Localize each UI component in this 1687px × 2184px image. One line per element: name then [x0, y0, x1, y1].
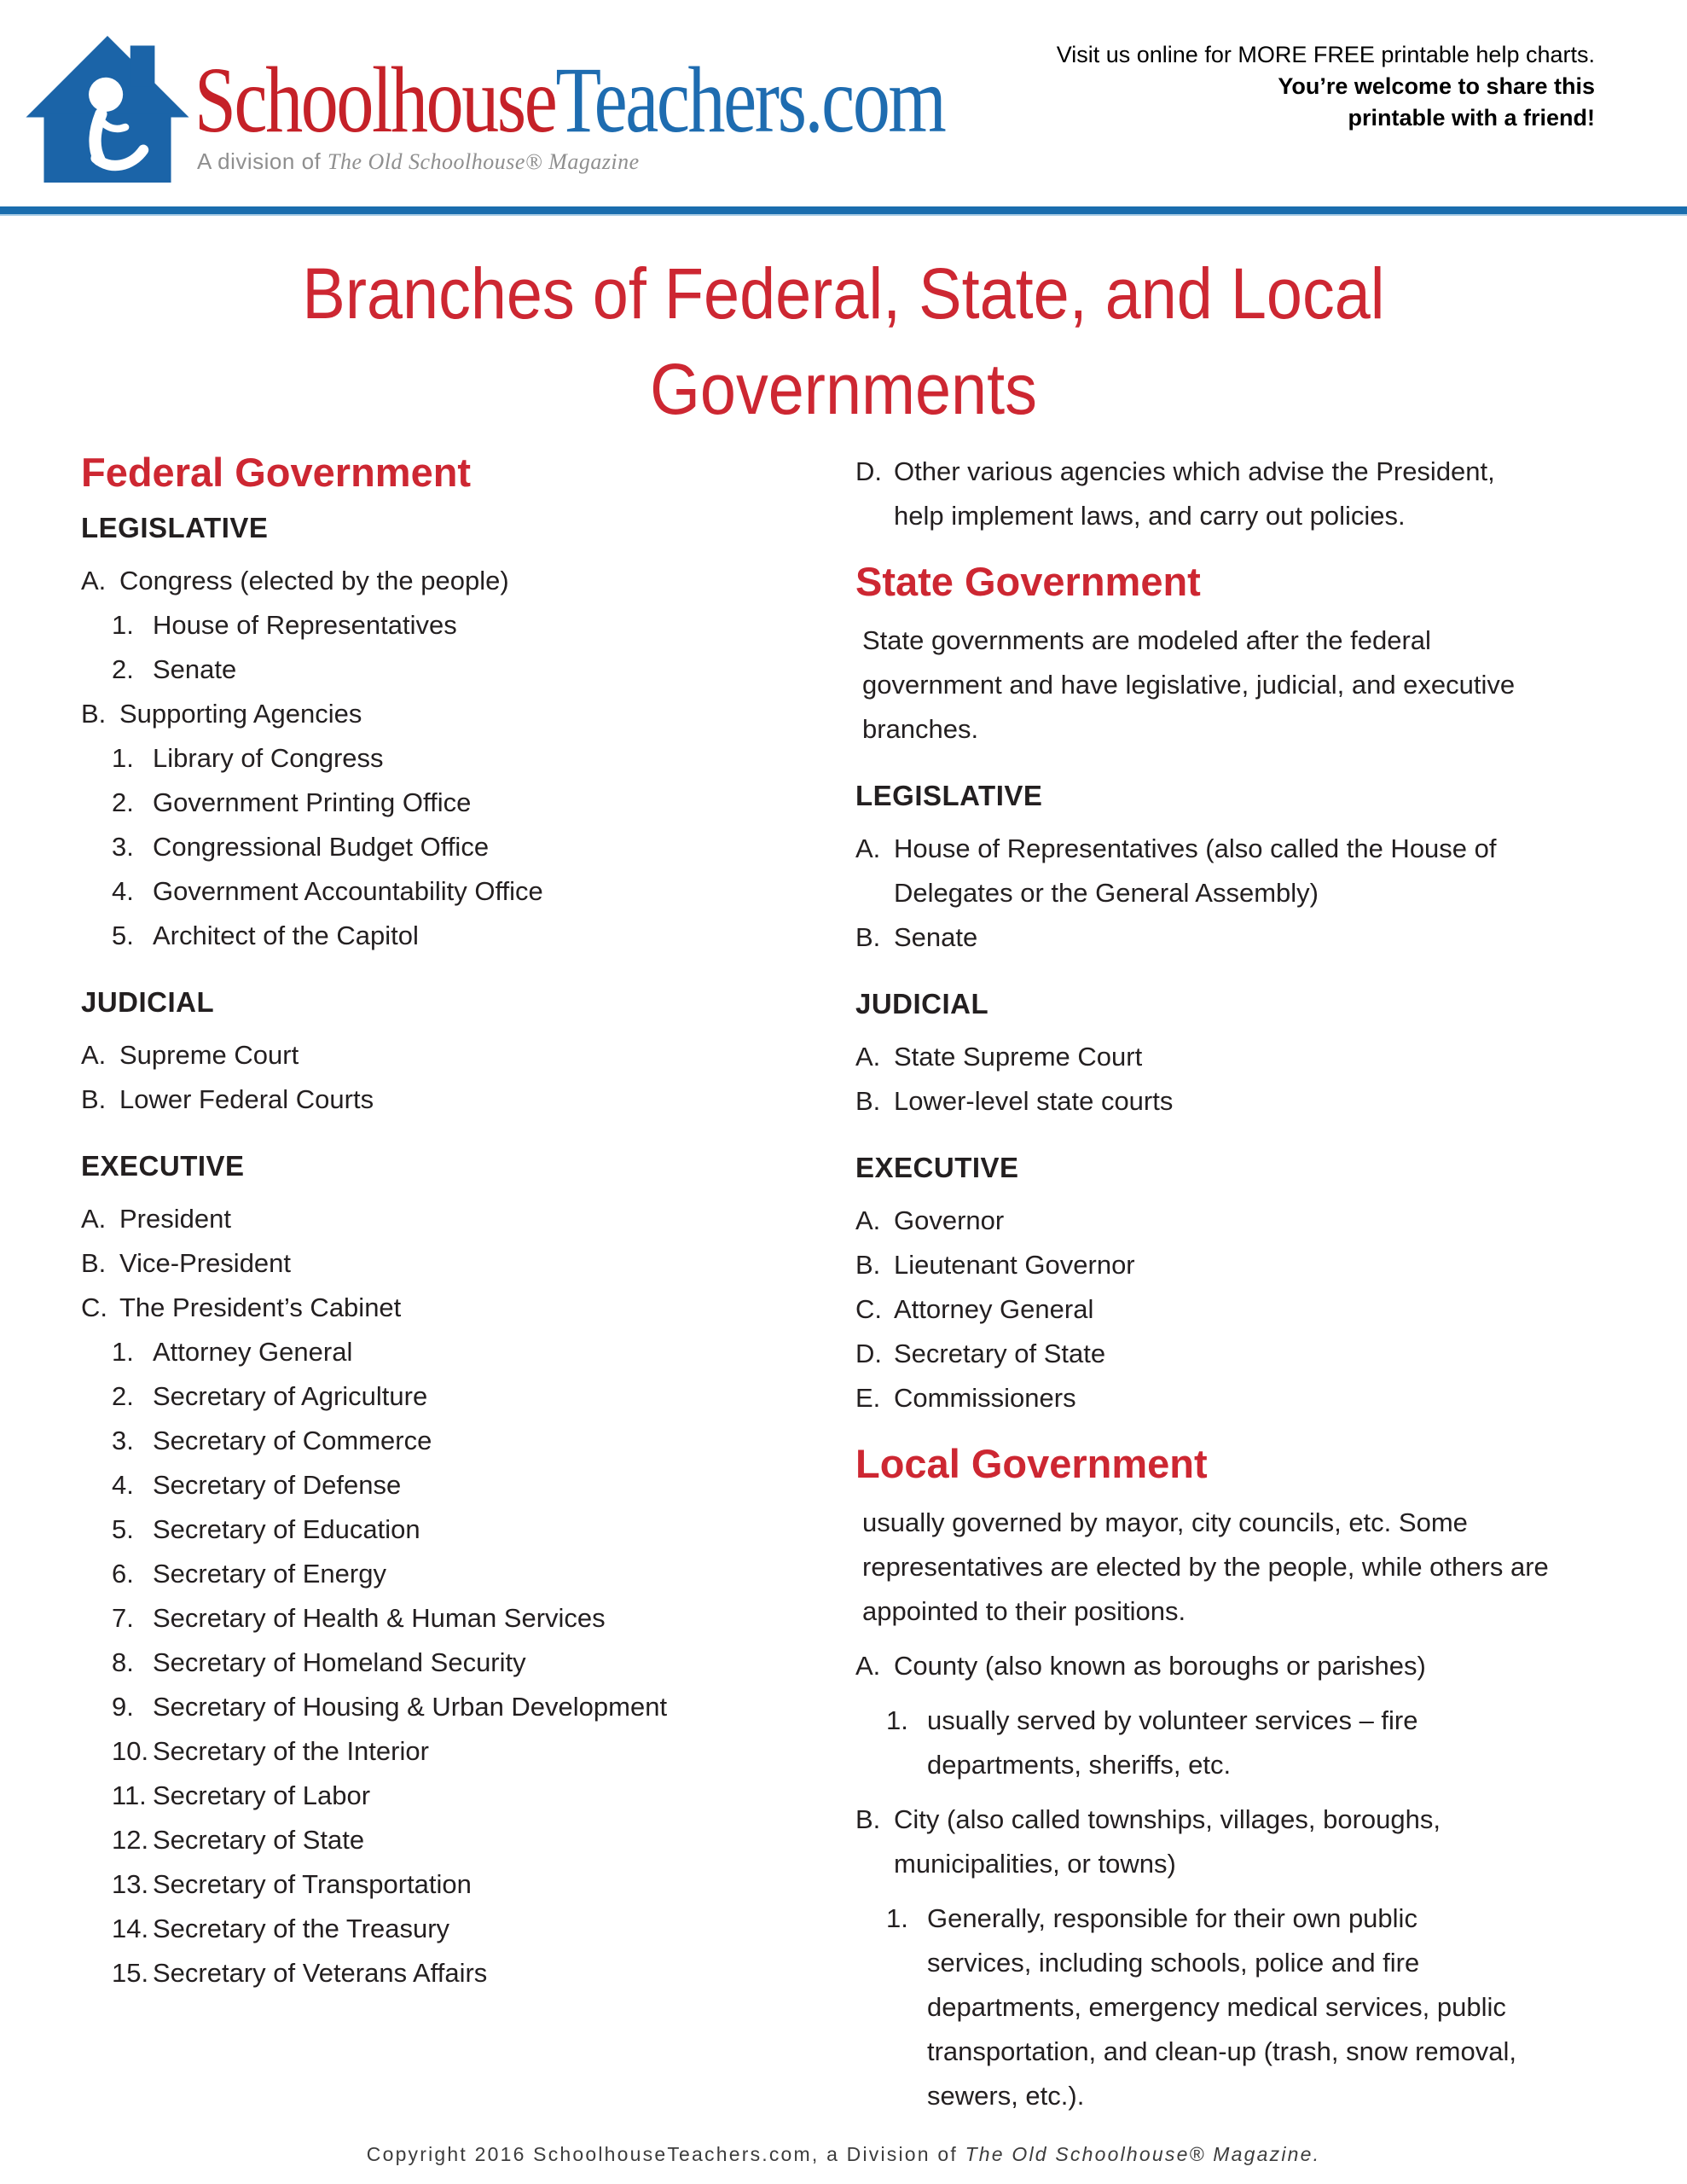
- item-text: Government Printing Office: [153, 787, 472, 817]
- item-text: Secretary of Defense: [153, 1470, 402, 1500]
- branch-heading: LEGISLATIVE: [855, 780, 1043, 811]
- list-item: [81, 648, 815, 692]
- item-text: Generally, responsible for their own public services, including schools, police and fire departments, emergency medical services, public transportation, and clean-up (trash, snow removal, sewers, etc.).: [927, 1903, 1516, 2111]
- list-item: [855, 1199, 1615, 1243]
- item-marker: 2.: [112, 654, 134, 684]
- branch-heading: JUDICIAL: [81, 986, 215, 1018]
- item-text: Congress (elected by the people): [119, 566, 509, 595]
- branch-heading: JUDICIAL: [855, 988, 989, 1019]
- item-text: Lower Federal Courts: [119, 1084, 374, 1114]
- list-item: [81, 1330, 815, 1374]
- item-text: Secretary of Commerce: [153, 1426, 432, 1455]
- section-heading: Federal Government: [81, 450, 472, 495]
- item-marker: A.: [855, 1205, 881, 1235]
- copyright-prefix: Copyright 2016 SchoolhouseTeachers.com, a Division of: [366, 2143, 965, 2165]
- logo-tagline: [197, 148, 640, 175]
- page-title-line-2: Governments: [650, 349, 1037, 429]
- item-marker: A.: [81, 1204, 107, 1234]
- item-text: Architect of the Capitol: [153, 921, 419, 950]
- item-text: Secretary of State: [153, 1825, 365, 1855]
- item-marker: B.: [855, 1086, 881, 1116]
- item-text: Secretary of Agriculture: [153, 1381, 428, 1411]
- list-item: [81, 1907, 815, 1951]
- copyright-text: [0, 2143, 1687, 2166]
- item-text: Governor: [894, 1205, 1005, 1235]
- item-text: Secretary of Veterans Affairs: [153, 1958, 488, 1988]
- item-marker: 3.: [112, 832, 134, 862]
- item-text: Supporting Agencies: [119, 699, 362, 729]
- item-marker: C.: [855, 1294, 882, 1324]
- item-marker: B.: [855, 1804, 881, 1834]
- item-text: Secretary of State: [894, 1339, 1106, 1368]
- branch-heading: EXECUTIVE: [855, 1152, 1019, 1183]
- item-text: County (also known as boroughs or parishes): [894, 1651, 1426, 1681]
- item-text: Secretary of Energy: [153, 1559, 386, 1589]
- list-item: [855, 827, 1615, 915]
- item-marker: 13.: [112, 1869, 149, 1899]
- item-marker: 1.: [112, 1337, 134, 1367]
- tagline-prefix: A division of: [197, 148, 328, 174]
- item-marker: 1.: [112, 610, 134, 640]
- item-text: Government Accountability Office: [153, 876, 543, 906]
- item-marker: A.: [855, 1042, 881, 1072]
- blue-divider: [0, 206, 1687, 216]
- list-item: [855, 1644, 1615, 1688]
- page-title: [0, 246, 1687, 437]
- page-title-line-1: Branches of Federal, State, and Local: [302, 253, 1385, 334]
- copyright-magazine-name: The Old Schoolhouse® Magazine.: [965, 2143, 1321, 2165]
- item-text: State Supreme Court: [894, 1042, 1143, 1072]
- branch-heading: LEGISLATIVE: [81, 512, 269, 543]
- list-item: [81, 1818, 815, 1862]
- item-marker: 4.: [112, 876, 134, 906]
- item-marker: 12.: [112, 1825, 149, 1855]
- item-marker: B.: [81, 1248, 107, 1278]
- list-item: [81, 1033, 815, 1077]
- item-marker: A.: [855, 1651, 881, 1681]
- item-marker: 15.: [112, 1958, 149, 1988]
- item-text: Secretary of Transportation: [153, 1869, 472, 1899]
- list-item: [81, 1507, 815, 1552]
- item-text: Lieutenant Governor: [894, 1250, 1135, 1280]
- item-text: usually served by volunteer services – fire departments, sheriffs, etc.: [927, 1705, 1418, 1780]
- item-marker: A.: [81, 1040, 107, 1070]
- list-item: [81, 1419, 815, 1463]
- item-text: Commissioners: [894, 1383, 1076, 1413]
- list-item: [81, 1641, 815, 1685]
- list-item: [855, 915, 1615, 960]
- right-column: [855, 450, 1615, 2118]
- item-marker: 5.: [112, 1514, 134, 1544]
- item-text: The President’s Cabinet: [119, 1292, 402, 1322]
- item-marker: 8.: [112, 1647, 134, 1677]
- branch-heading: EXECUTIVE: [81, 1150, 245, 1182]
- item-marker: 11.: [112, 1780, 147, 1810]
- item-marker: B.: [855, 922, 881, 952]
- list-item: [81, 1241, 815, 1286]
- item-marker: 14.: [112, 1914, 149, 1943]
- list-item: [855, 1699, 1615, 1787]
- item-marker: 5.: [112, 921, 134, 950]
- list-item: [81, 869, 815, 914]
- item-text: City (also called townships, villages, boroughs, municipalities, or towns): [894, 1804, 1441, 1879]
- list-item: [81, 559, 815, 603]
- item-marker: 2.: [112, 787, 134, 817]
- item-marker: 2.: [112, 1381, 134, 1411]
- list-item: [81, 1552, 815, 1596]
- list-item: [855, 1798, 1615, 1886]
- list-item: [81, 1197, 815, 1241]
- list-item: [81, 1077, 815, 1122]
- item-text: Secretary of Education: [153, 1514, 420, 1544]
- item-text: Other various agencies which advise the President, help implement laws, and carry out policies.: [894, 456, 1495, 531]
- list-item: [81, 1951, 815, 1995]
- brand-name-teachers: Teachers.com: [555, 48, 945, 152]
- item-text: Secretary of the Interior: [153, 1736, 429, 1766]
- section-description: State governments are modeled after the federal government and have legislative, judicial, and executive branches.: [862, 625, 1516, 744]
- list-item: [81, 781, 815, 825]
- item-text: Attorney General: [894, 1294, 1094, 1324]
- item-marker: 9.: [112, 1692, 134, 1722]
- list-item: [81, 692, 815, 736]
- list-item: [81, 1685, 815, 1729]
- item-marker: 6.: [112, 1559, 134, 1589]
- item-marker: D.: [855, 456, 882, 486]
- item-text: Lower-level state courts: [894, 1086, 1174, 1116]
- item-text: Secretary of Health & Human Services: [153, 1603, 606, 1633]
- list-item: [81, 1596, 815, 1641]
- promo-text: [1057, 39, 1595, 134]
- item-text: Secretary of Housing & Urban Development: [153, 1692, 668, 1722]
- item-text: Library of Congress: [153, 743, 384, 773]
- list-item: [81, 1286, 815, 1330]
- item-text: House of Representatives (also called the House of Delegates or the General Assembly): [894, 834, 1497, 908]
- list-item: [81, 1774, 815, 1818]
- item-text: Vice-President: [119, 1248, 292, 1278]
- list-item: [855, 1079, 1615, 1124]
- item-text: House of Representatives: [153, 610, 457, 640]
- section-heading: Local Government: [855, 1441, 1208, 1486]
- section-description: usually governed by mayor, city councils, etc. Some representatives are elected by the people, while others are appointed to their positions.: [862, 1507, 1549, 1626]
- list-item: [81, 825, 815, 869]
- list-item: [855, 1243, 1615, 1287]
- list-item: [81, 736, 815, 781]
- list-item: [81, 1862, 815, 1907]
- tagline-magazine-name: The Old Schoolhouse® Magazine: [327, 149, 640, 174]
- list-item: [81, 1374, 815, 1419]
- item-text: Secretary of Homeland Security: [153, 1647, 526, 1677]
- list-item: [855, 1332, 1615, 1376]
- item-marker: E.: [855, 1383, 881, 1413]
- list-item: [81, 1463, 815, 1507]
- item-text: Senate: [153, 654, 237, 684]
- list-item: [855, 1896, 1615, 2118]
- promo-line-2: You’re welcome to share this: [1278, 73, 1595, 99]
- left-column: [81, 450, 815, 1995]
- item-marker: D.: [855, 1339, 882, 1368]
- item-marker: 3.: [112, 1426, 134, 1455]
- item-marker: 1.: [112, 743, 134, 773]
- list-item: [855, 1035, 1615, 1079]
- item-marker: B.: [81, 699, 107, 729]
- section-heading: State Government: [855, 559, 1201, 604]
- list-item: [855, 450, 1615, 538]
- list-item: [81, 603, 815, 648]
- schoolhouse-icon: [24, 36, 191, 183]
- list-item: [81, 914, 815, 958]
- brand-name-schoolhouse: Schoolhouse: [194, 48, 556, 152]
- promo-line-1: Visit us online for MORE FREE printable help charts.: [1056, 42, 1595, 67]
- item-text: President: [119, 1204, 231, 1234]
- item-marker: B.: [855, 1250, 881, 1280]
- item-marker: 1.: [886, 1705, 908, 1735]
- item-marker: 1.: [886, 1903, 908, 1933]
- item-marker: 7.: [112, 1603, 134, 1633]
- item-text: Congressional Budget Office: [153, 832, 490, 862]
- item-text: Secretary of Labor: [153, 1780, 371, 1810]
- item-text: Supreme Court: [119, 1040, 299, 1070]
- item-marker: 10.: [112, 1736, 149, 1766]
- item-marker: 4.: [112, 1470, 134, 1500]
- item-marker: A.: [81, 566, 107, 595]
- item-marker: A.: [855, 834, 881, 863]
- brand-name: [194, 48, 945, 152]
- item-marker: C.: [81, 1292, 107, 1322]
- list-item: [855, 1376, 1615, 1420]
- item-text: Senate: [894, 922, 978, 952]
- item-text: Secretary of the Treasury: [153, 1914, 450, 1943]
- list-item: [81, 1729, 815, 1774]
- promo-line-3: printable with a friend!: [1348, 105, 1595, 131]
- item-text: Attorney General: [153, 1337, 353, 1367]
- item-marker: B.: [81, 1084, 107, 1114]
- list-item: [855, 1287, 1615, 1332]
